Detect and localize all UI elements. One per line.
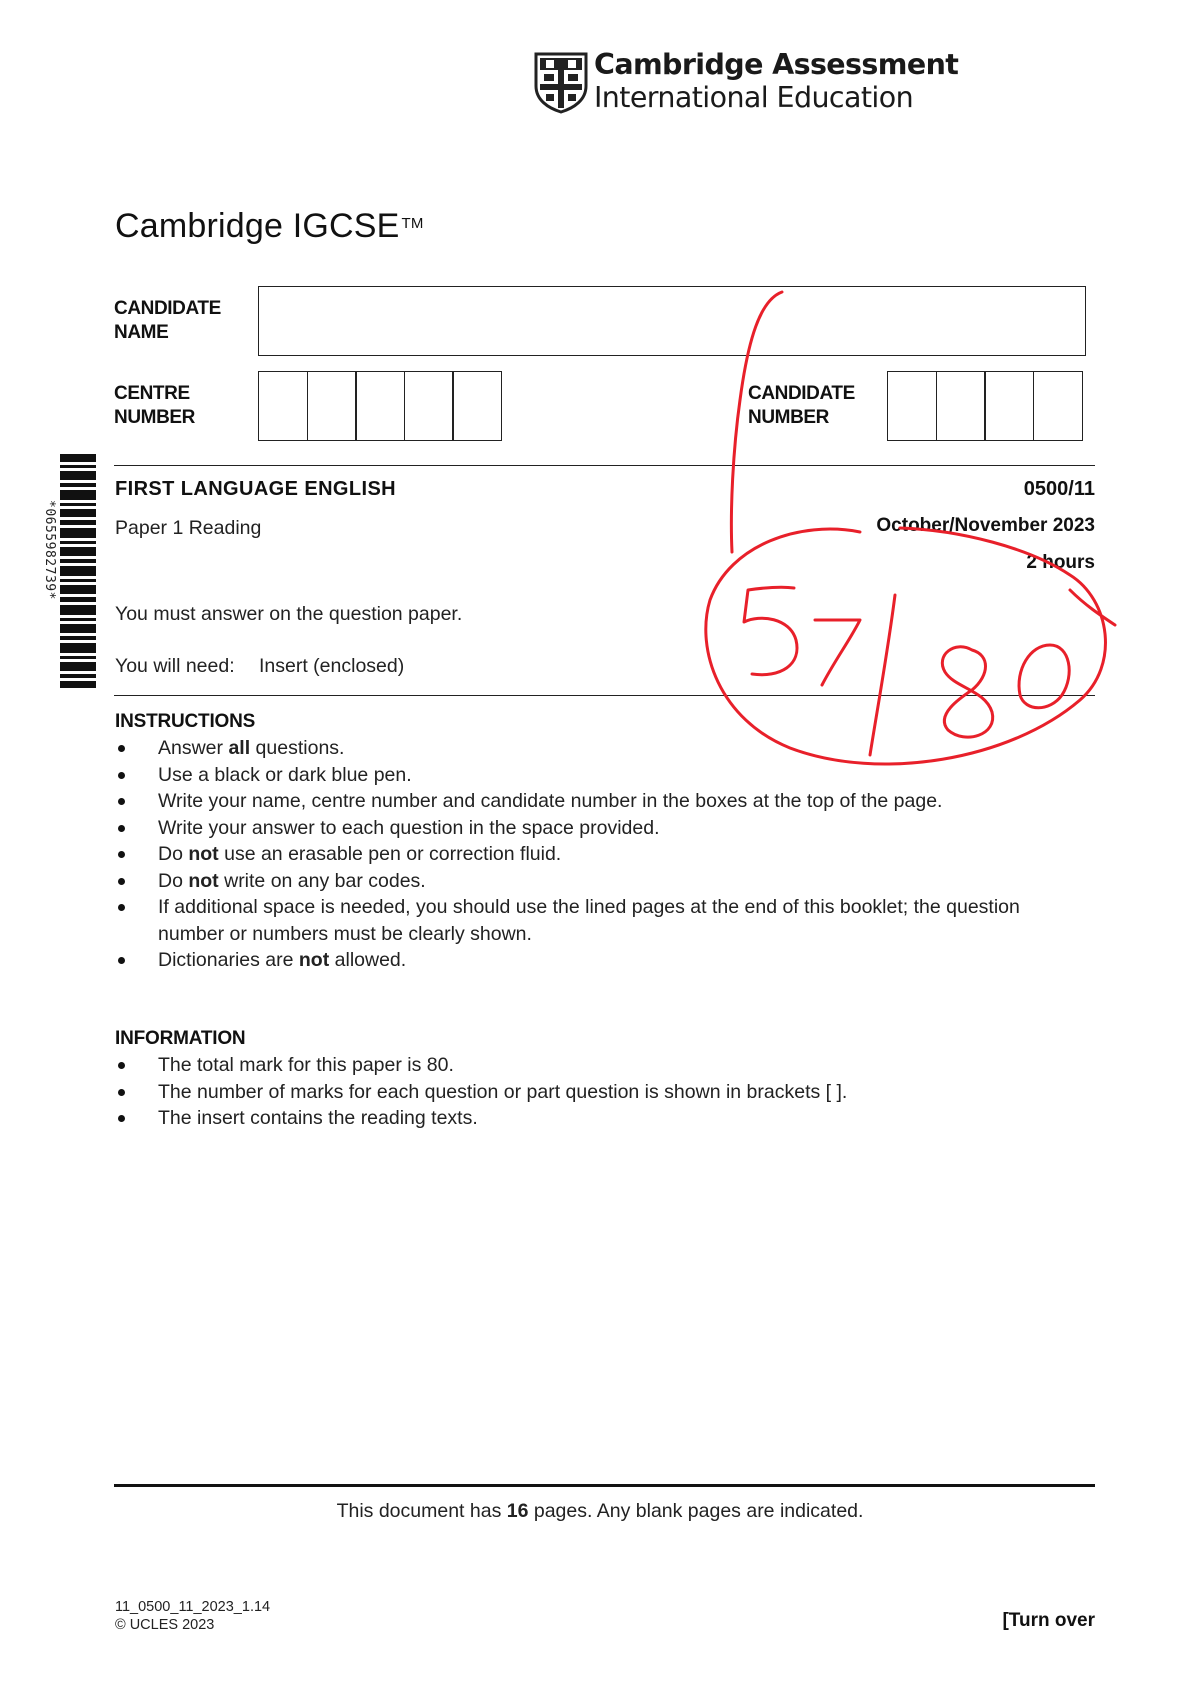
header-rule-bottom — [114, 695, 1095, 696]
candidate-name-label-line1: CANDIDATE — [114, 298, 221, 319]
information-heading: INFORMATION — [115, 1028, 246, 1049]
centre-number-label-line1: CENTRE — [114, 383, 190, 404]
candidate-number-digit-box[interactable] — [1033, 371, 1083, 441]
trademark-mark: TM — [401, 215, 424, 232]
exam-session: October/November 2023 — [876, 515, 1095, 536]
header-rule-top — [114, 465, 1095, 466]
copyright-line: © UCLES 2023 — [115, 1617, 215, 1633]
paper-title: Paper 1 Reading — [115, 517, 262, 539]
information-list — [115, 1052, 1090, 1132]
centre-number-digit-box[interactable] — [355, 371, 405, 441]
instructions-list — [115, 735, 1090, 974]
instruction-item: Do not use an erasable pen or correction fluid. — [115, 841, 1090, 868]
candidate-number-digit-box[interactable] — [984, 371, 1034, 441]
candidate-number-label-line2: NUMBER — [748, 407, 829, 428]
page-count-note: This document has 16 pages. Any blank pages are indicated. — [336, 1500, 864, 1522]
footer-rule — [114, 1484, 1095, 1487]
candidate-number-digit-box[interactable] — [936, 371, 986, 441]
exam-duration: 2 hours — [1026, 552, 1095, 573]
reference-code: 11_0500_11_2023_1.14 — [115, 1599, 271, 1615]
candidate-number-digit-box[interactable] — [887, 371, 937, 441]
candidate-name-label-line2: NAME — [114, 322, 169, 343]
centre-number-digit-box[interactable] — [452, 371, 502, 441]
annotation-flick — [1070, 590, 1115, 625]
centre-number-label — [114, 382, 195, 430]
annotation-digit-5 — [744, 587, 797, 675]
turn-over-note: [Turn over — [1002, 1610, 1095, 1631]
instruction-item: Dictionaries are not allowed. — [115, 947, 1090, 974]
candidate-number-label-line1: CANDIDATE — [748, 383, 855, 404]
materials-needed-label: You will need: — [115, 655, 235, 677]
materials-needed-value: Insert (enclosed) — [259, 655, 405, 677]
centre-number-digit-box[interactable] — [404, 371, 454, 441]
annotation-slash — [870, 595, 895, 755]
barcode — [60, 454, 96, 688]
barcode-number: *0655982739* — [42, 500, 57, 600]
instruction-item: Use a black or dark blue pen. — [115, 762, 1090, 789]
annotation-digit-0 — [1019, 645, 1069, 708]
cambridge-shield-icon — [534, 52, 588, 114]
instruction-item: Write your name, centre number and candidate number in the boxes at the top of the page. — [115, 788, 1090, 815]
candidate-name-field[interactable] — [258, 286, 1086, 356]
instruction-item: Do not write on any bar codes. — [115, 868, 1090, 895]
annotation-digit-7 — [815, 620, 860, 685]
logo-line-2: International Education — [594, 81, 914, 114]
annotation-digit-8 — [942, 647, 992, 737]
centre-number-label-line2: NUMBER — [114, 407, 195, 428]
answer-note: You must answer on the question paper. — [115, 603, 463, 625]
organisation-logo-text — [594, 48, 958, 114]
product-name: Cambridge IGCSE — [115, 207, 400, 245]
information-item: The insert contains the reading texts. — [115, 1105, 1090, 1132]
candidate-number-boxes — [887, 371, 1083, 441]
centre-number-digit-box[interactable] — [258, 371, 308, 441]
instruction-item: Answer all questions. — [115, 735, 1090, 762]
paper-code: 0500/11 — [1023, 478, 1095, 500]
document-reference — [115, 1598, 270, 1634]
instruction-item: Write your answer to each question in the space provided. — [115, 815, 1090, 842]
information-item: The number of marks for each question or part question is shown in brackets [ ]. — [115, 1079, 1090, 1106]
instruction-item: If additional space is needed, you should use the lined pages at the end of this booklet; the question number or numbers must be clearly shown. — [115, 894, 1090, 947]
candidate-number-label — [748, 382, 855, 430]
product-title — [115, 206, 424, 246]
centre-number-digit-box[interactable] — [307, 371, 357, 441]
information-item: The total mark for this paper is 80. — [115, 1052, 1090, 1079]
logo-line-1: Cambridge Assessment — [594, 48, 959, 81]
instructions-heading: INSTRUCTIONS — [115, 711, 256, 732]
centre-number-boxes — [258, 371, 502, 441]
candidate-name-label — [114, 297, 221, 345]
subject-title: FIRST LANGUAGE ENGLISH — [115, 478, 397, 500]
